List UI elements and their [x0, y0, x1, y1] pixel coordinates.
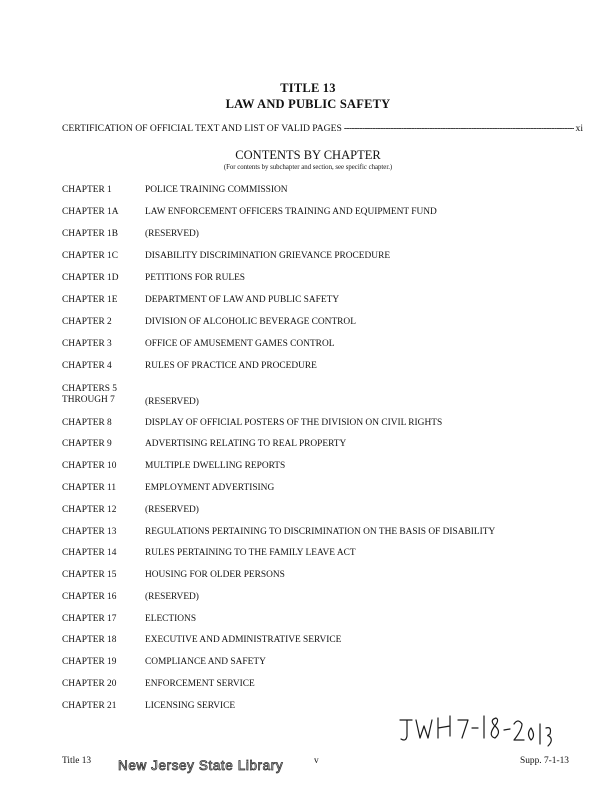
chapter-title: REGULATIONS PERTAINING TO DISCRIMINATION ON THE BASIS OF DISABILITY [145, 527, 496, 537]
chapter-label: CHAPTER 12 [62, 505, 117, 515]
chapter-label: CHAPTER 1E [62, 295, 118, 305]
chapter-title: DISABILITY DISCRIMINATION GRIEVANCE PROCEDURE [145, 251, 391, 261]
chapter-title: COMPLIANCE AND SAFETY [145, 657, 266, 667]
chapter-label: CHAPTER 1A [62, 207, 119, 217]
contents-heading [0, 148, 616, 173]
chapter-title: EMPLOYMENT ADVERTISING [145, 483, 275, 493]
chapter-title: (RESERVED) [145, 505, 199, 515]
chapter-label: CHAPTER 21 [62, 701, 117, 711]
chapter-title: HOUSING FOR OLDER PERSONS [145, 570, 285, 580]
certification-page: xi [575, 123, 583, 134]
chapter-title: PETITIONS FOR RULES [145, 273, 246, 283]
chapter-title: (RESERVED) [145, 592, 199, 602]
footer-right: Supp. 7-1-13 [520, 756, 569, 766]
chapter-label: CHAPTER 14 [62, 548, 117, 558]
chapter-label: CHAPTER 13 [62, 527, 117, 537]
chapter-label-line2: THROUGH 7 [62, 395, 115, 405]
chapter-title: ELECTIONS [145, 614, 197, 624]
chapter-title: ADVERTISING RELATING TO REAL PROPERTY [145, 439, 347, 449]
chapter-label: CHAPTER 18 [62, 635, 117, 645]
chapter-label-line1: CHAPTERS 5 [62, 384, 117, 394]
chapter-label: CHAPTER 1D [62, 273, 119, 283]
chapter-label: CHAPTER 10 [62, 461, 117, 471]
dot-leader [344, 123, 574, 135]
title-block [0, 80, 616, 112]
chapter-label: CHAPTER 1 [62, 185, 112, 195]
chapter-title: ENFORCEMENT SERVICE [145, 679, 255, 689]
chapter-title: LICENSING SERVICE [145, 701, 236, 711]
chapter-label: CHAPTER 15 [62, 570, 117, 580]
page-subtitle: LAW AND PUBLIC SAFETY [225, 97, 391, 111]
chapter-label: CHAPTER 2 [62, 317, 112, 327]
chapter-label: CHAPTER 17 [62, 614, 117, 624]
chapter-label: CHAPTER 8 [62, 418, 112, 428]
chapter-label: CHAPTER 19 [62, 657, 117, 667]
chapter-title: EXECUTIVE AND ADMINISTRATIVE SERVICE [145, 635, 342, 645]
chapter-title: DIVISION OF ALCOHOLIC BEVERAGE CONTROL [145, 317, 356, 327]
chapter-title: DEPARTMENT OF LAW AND PUBLIC SAFETY [145, 295, 340, 305]
contents-note: (For contents by subchapter and section, see specific chapter.) [223, 164, 393, 171]
certification-line[interactable] [62, 123, 583, 137]
chapter-label: CHAPTER 11 [62, 483, 117, 493]
chapter-label: CHAPTER 9 [62, 439, 112, 449]
chapter-title: (RESERVED) [145, 229, 199, 239]
chapter-label: CHAPTER 16 [62, 592, 117, 602]
chapter-label: CHAPTER 1B [62, 229, 118, 239]
chapter-label: CHAPTER 20 [62, 679, 117, 689]
chapter-label: CHAPTER 1C [62, 251, 118, 261]
footer-left: Title 13 [62, 756, 92, 766]
chapter-title: LAW ENFORCEMENT OFFICERS TRAINING AND EQUIPMENT FUND [145, 207, 437, 217]
chapter-title: RULES OF PRACTICE AND PROCEDURE [145, 361, 317, 371]
library-stamp: New Jersey State Library [118, 758, 284, 773]
handwritten-signature [396, 706, 556, 752]
certification-label: CERTIFICATION OF OFFICIAL TEXT AND LIST OF VALID PAGES [62, 123, 342, 134]
chapter-label: CHAPTER 4 [62, 361, 112, 371]
chapter-title: (RESERVED) [145, 397, 199, 407]
chapter-label: CHAPTER 3 [62, 339, 112, 349]
contents-title: CONTENTS BY CHAPTER [235, 148, 381, 162]
chapter-title: DISPLAY OF OFFICIAL POSTERS OF THE DIVISION ON CIVIL RIGHTS [145, 418, 443, 428]
page-title: TITLE 13 [280, 81, 336, 95]
chapter-title: MULTIPLE DWELLING REPORTS [145, 461, 286, 471]
page-number: v [314, 756, 319, 766]
chapter-title: POLICE TRAINING COMMISSION [145, 185, 288, 195]
chapter-title: OFFICE OF AMUSEMENT GAMES CONTROL [145, 339, 335, 349]
chapter-title: RULES PERTAINING TO THE FAMILY LEAVE ACT [145, 548, 356, 558]
